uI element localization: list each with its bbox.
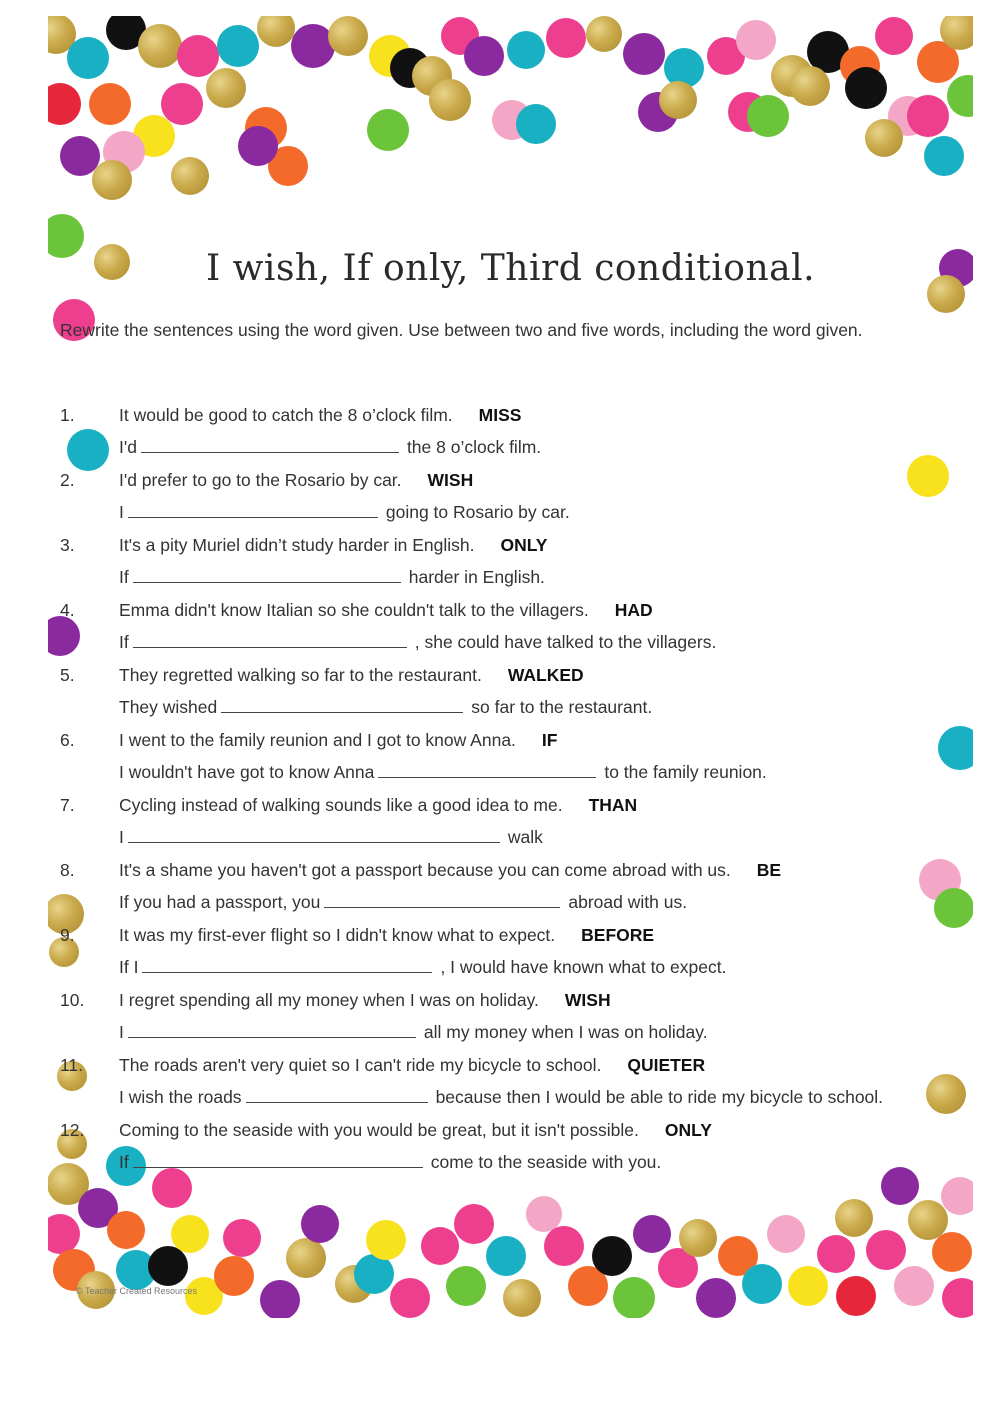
item-prompt: Coming to the seaside with you would be great, but it isn't possible.	[119, 1120, 639, 1140]
item-number: 9.	[60, 925, 75, 945]
confetti-dot	[503, 1279, 541, 1317]
confetti-dot	[938, 726, 973, 770]
confetti-dot	[48, 1214, 80, 1254]
answer-prefix: If I	[119, 957, 139, 977]
item-number: 2.	[60, 470, 75, 490]
answer-blank[interactable]	[128, 503, 378, 518]
confetti-dot	[926, 1074, 966, 1114]
item-answer-line	[119, 957, 726, 978]
confetti-dot	[214, 1256, 254, 1296]
confetti-dot	[48, 83, 81, 125]
item-keyword: IF	[541, 730, 558, 750]
item-answer-line	[119, 632, 716, 653]
confetti-dot	[941, 1177, 973, 1215]
item-prompt: The roads aren't very quiet so I can't ride my bicycle to school.	[119, 1055, 602, 1075]
confetti-dot	[486, 1236, 526, 1276]
item-number: 1.	[60, 405, 75, 425]
confetti-dot	[454, 1204, 494, 1244]
answer-blank[interactable]	[133, 1153, 423, 1168]
item-answer-line	[119, 892, 687, 913]
confetti-dot	[429, 79, 471, 121]
answer-suffix: all my money when I was on holiday.	[423, 1022, 708, 1042]
item-prompt-line	[119, 860, 781, 881]
item-answer-line	[119, 1022, 708, 1043]
confetti-dot	[696, 1278, 736, 1318]
answer-blank[interactable]	[141, 438, 399, 453]
confetti-dot	[171, 1215, 209, 1253]
item-number: 5.	[60, 665, 75, 685]
item-prompt-line	[119, 1055, 705, 1076]
item-keyword: QUIETER	[627, 1055, 706, 1075]
worksheet-page	[48, 16, 973, 1318]
answer-prefix: If you had a passport, you	[119, 892, 321, 912]
item-keyword: MISS	[478, 405, 522, 425]
instructions-text: Rewrite the sentences using the word given. Use between two and five words, including the word given.	[60, 320, 863, 340]
item-prompt-line	[119, 535, 547, 556]
confetti-dot	[942, 1278, 973, 1318]
item-keyword: HAD	[614, 600, 653, 620]
item-prompt: It was my first-ever flight so I didn't know what to expect.	[119, 925, 556, 945]
item-prompt-line	[119, 730, 557, 751]
answer-suffix: come to the seaside with you.	[430, 1152, 662, 1172]
item-prompt-line	[119, 405, 521, 426]
confetti-dot	[161, 83, 203, 125]
confetti-dot	[836, 1276, 876, 1316]
item-answer-line	[119, 1087, 883, 1108]
item-prompt: Emma didn't know Italian so she couldn't talk to the villagers.	[119, 600, 589, 620]
confetti-dot	[286, 1238, 326, 1278]
confetti-dot	[544, 1226, 584, 1266]
confetti-dot	[866, 1230, 906, 1270]
answer-prefix: I wouldn't have got to know Anna	[119, 762, 375, 782]
confetti-dot	[152, 1168, 192, 1208]
answer-suffix: , she could have talked to the villagers.	[414, 632, 717, 652]
confetti-dot	[138, 24, 182, 68]
confetti-dot	[947, 75, 973, 117]
answer-blank[interactable]	[128, 828, 500, 843]
confetti-dot	[464, 36, 504, 76]
confetti-dot	[924, 136, 964, 176]
confetti-dot	[742, 1264, 782, 1304]
item-prompt-line	[119, 925, 654, 946]
item-number: 7.	[60, 795, 75, 815]
confetti-dot	[89, 83, 131, 125]
answer-prefix: I	[119, 502, 124, 522]
item-keyword: WALKED	[507, 665, 584, 685]
confetti-dot	[366, 1220, 406, 1260]
confetti-dot	[835, 1199, 873, 1237]
confetti-dot	[881, 1167, 919, 1205]
confetti-dot	[736, 20, 776, 60]
confetti-dot	[546, 18, 586, 58]
answer-prefix: If	[119, 567, 129, 587]
confetti-dot	[67, 37, 109, 79]
item-keyword: WISH	[427, 470, 474, 490]
confetti-dot	[932, 1232, 972, 1272]
item-answer-line	[119, 502, 570, 523]
confetti-dot	[679, 1219, 717, 1257]
item-prompt: It's a shame you haven't got a passport because you can come abroad with us.	[119, 860, 731, 880]
answer-prefix: I wish the roads	[119, 1087, 242, 1107]
confetti-dot	[238, 126, 278, 166]
confetti-dot	[845, 67, 887, 109]
confetti-dot	[865, 119, 903, 157]
item-keyword: WISH	[564, 990, 611, 1010]
confetti-dot	[790, 66, 830, 106]
confetti-dot	[907, 95, 949, 137]
confetti-dot	[788, 1266, 828, 1306]
item-prompt-line	[119, 1120, 712, 1141]
item-prompt-line	[119, 470, 473, 491]
item-number: 8.	[60, 860, 75, 880]
confetti-dot	[633, 1215, 671, 1253]
copyright-notice: © Teacher Created Resources	[76, 1286, 198, 1296]
answer-suffix: , I would have known what to expect.	[440, 957, 727, 977]
item-answer-line	[119, 697, 652, 718]
confetti-dot	[148, 1246, 188, 1286]
worksheet-title: I wish, If only, Third conditional.	[205, 248, 816, 289]
item-answer-line	[119, 762, 767, 783]
confetti-dot	[367, 109, 409, 151]
item-keyword: BEFORE	[581, 925, 655, 945]
answer-blank[interactable]	[133, 633, 407, 648]
item-prompt-line	[119, 600, 653, 621]
answer-prefix: If	[119, 632, 129, 652]
answer-suffix: harder in English.	[408, 567, 545, 587]
item-prompt-line	[119, 795, 637, 816]
confetti-dot	[92, 160, 132, 200]
confetti-dot	[421, 1227, 459, 1265]
item-prompt: They regretted walking so far to the restaurant.	[119, 665, 482, 685]
answer-suffix: because then I would be able to ride my bicycle to school.	[435, 1087, 884, 1107]
confetti-dot	[507, 31, 545, 69]
confetti-dot	[301, 1205, 339, 1243]
item-answer-line	[119, 567, 545, 588]
confetti-dot	[586, 16, 622, 52]
confetti-dot	[747, 95, 789, 137]
confetti-dot	[767, 1215, 805, 1253]
item-number: 4.	[60, 600, 75, 620]
answer-suffix: walk	[507, 827, 543, 847]
confetti-dot	[613, 1277, 655, 1318]
confetti-dot	[659, 81, 697, 119]
answer-suffix: to the family reunion.	[604, 762, 767, 782]
answer-prefix: I	[119, 827, 124, 847]
confetti-dot	[177, 35, 219, 77]
confetti-dot	[171, 157, 209, 195]
confetti-dot	[907, 455, 949, 497]
item-number: 10.	[60, 990, 85, 1010]
item-answer-line	[119, 1152, 661, 1173]
item-answer-line	[119, 437, 541, 458]
confetti-dot	[107, 1211, 145, 1249]
answer-prefix: They wished	[119, 697, 218, 717]
confetti-dot	[223, 1219, 261, 1257]
item-prompt: Cycling instead of walking sounds like a good idea to me.	[119, 795, 563, 815]
confetti-dot	[817, 1235, 855, 1273]
item-prompt-line	[119, 665, 584, 686]
answer-suffix: the 8 o’clock film.	[406, 437, 542, 457]
answer-prefix: I'd	[119, 437, 137, 457]
item-prompt: It would be good to catch the 8 o’clock film.	[119, 405, 453, 425]
answer-blank[interactable]	[378, 763, 596, 778]
confetti-dot	[446, 1266, 486, 1306]
confetti-dot	[875, 17, 913, 55]
confetti-dot	[592, 1236, 632, 1276]
answer-suffix: so far to the restaurant.	[471, 697, 653, 717]
item-prompt: I regret spending all my money when I was on holiday.	[119, 990, 539, 1010]
item-prompt: It's a pity Muriel didn’t study harder in English.	[119, 535, 475, 555]
item-number: 11.	[60, 1055, 84, 1075]
item-keyword: ONLY	[664, 1120, 712, 1140]
item-number: 12.	[60, 1120, 85, 1140]
item-number: 3.	[60, 535, 75, 555]
answer-suffix: abroad with us.	[568, 892, 688, 912]
answer-suffix: going to Rosario by car.	[385, 502, 570, 522]
confetti-dot	[934, 888, 973, 928]
answer-blank[interactable]	[142, 958, 432, 973]
answer-blank[interactable]	[133, 568, 401, 583]
confetti-dot	[48, 616, 80, 656]
confetti-dot	[390, 1278, 430, 1318]
confetti-dot	[260, 1280, 300, 1318]
confetti-dot	[354, 1254, 394, 1294]
item-keyword: BE	[756, 860, 782, 880]
item-number: 6.	[60, 730, 75, 750]
answer-blank[interactable]	[324, 893, 560, 908]
answer-blank[interactable]	[246, 1088, 428, 1103]
answer-prefix: If	[119, 1152, 129, 1172]
confetti-dot	[328, 16, 368, 56]
item-prompt-line	[119, 990, 611, 1011]
confetti-dot	[516, 104, 556, 144]
item-prompt: I'd prefer to go to the Rosario by car.	[119, 470, 402, 490]
confetti-dot	[894, 1266, 934, 1306]
answer-blank[interactable]	[221, 698, 463, 713]
item-prompt: I went to the family reunion and I got to know Anna.	[119, 730, 516, 750]
confetti-dot	[206, 68, 246, 108]
item-keyword: ONLY	[500, 535, 548, 555]
item-keyword: THAN	[588, 795, 638, 815]
confetti-dot	[217, 25, 259, 67]
answer-prefix: I	[119, 1022, 124, 1042]
answer-blank[interactable]	[128, 1023, 416, 1038]
confetti-dot	[257, 16, 295, 47]
item-answer-line	[119, 827, 543, 848]
confetti-dot	[67, 429, 109, 471]
confetti-dot	[623, 33, 665, 75]
